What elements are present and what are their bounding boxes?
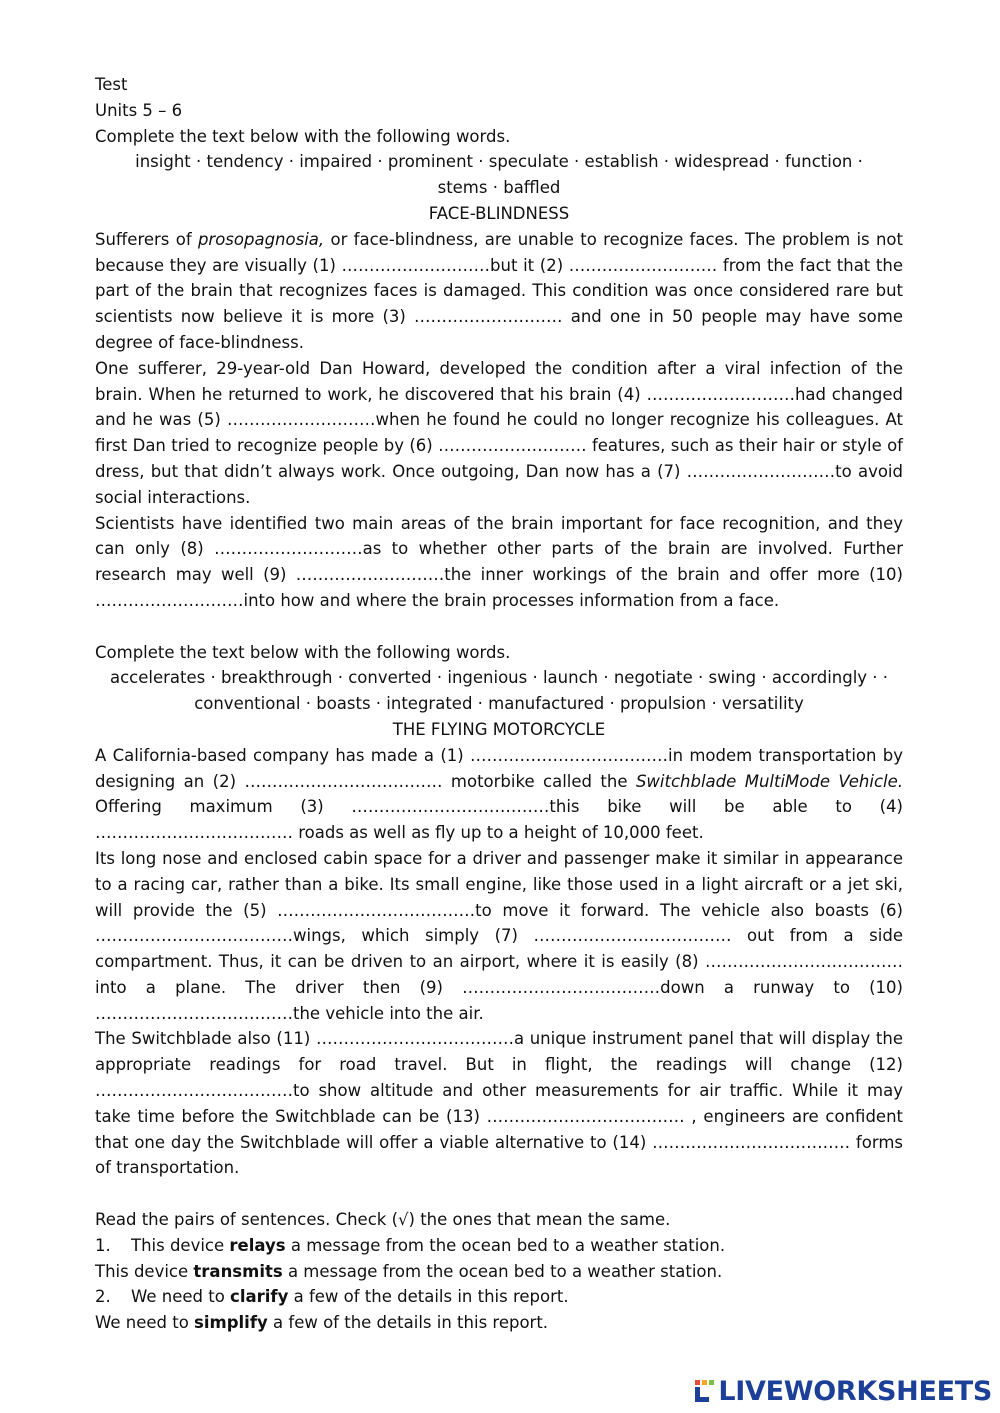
key-word: transmits bbox=[193, 1261, 283, 1281]
spacer bbox=[95, 1181, 903, 1207]
sentence-text: a few of the details in this report. bbox=[288, 1287, 569, 1307]
sentence-text: We need to bbox=[131, 1287, 231, 1307]
item-number: 1. bbox=[95, 1235, 111, 1255]
section2-p1-text-a: A California-based company has made a (1) ………………………………in modem transportation by designing an (2) ……………………………… motorbike called the bbox=[95, 745, 903, 791]
sentence-text: This device bbox=[95, 1261, 194, 1281]
liveworksheets-logo-text: LIVEWORKSHEETS bbox=[718, 1375, 992, 1407]
worksheet bbox=[95, 72, 903, 1336]
section2-word-bank-line2: conventional · boasts · integrated · manufactured · propulsion · versatility bbox=[194, 694, 804, 714]
sentence-text: We need to bbox=[95, 1313, 195, 1333]
section2-paragraph-1 bbox=[95, 743, 903, 846]
key-word: relays bbox=[229, 1235, 286, 1255]
sentence-item bbox=[95, 1284, 903, 1310]
key-word: simplify bbox=[194, 1313, 268, 1333]
section2-heading: THE FLYING MOTORCYCLE bbox=[392, 719, 606, 739]
test-title: Test bbox=[95, 75, 128, 94]
units-label: Units 5 – 6 bbox=[95, 100, 183, 120]
section2-instruction: Complete the text below with the following words. bbox=[95, 642, 511, 662]
sentence-text: a message from the ocean bed to a weather station. bbox=[282, 1261, 723, 1281]
section2-paragraph-3: The Switchblade also (11) ………………………………a unique instrument panel that will display the appropriate readings for road travel. But in flight, the readings will change (12) ………………………………to show altitude and other measurements for air traffic. While it may take time before the Switchblade can be (13) ……………………………… , engineers are confident that one day the Switchblade will offer a viable alternative to (14) ……………………………… forms of transportation. bbox=[95, 1029, 903, 1178]
item-number: 2. bbox=[95, 1287, 111, 1307]
section1-word-bank-line1: insight · tendency · impaired · prominent · speculate · establish · widespread · function · bbox=[135, 152, 863, 172]
sentence-pairs-list bbox=[95, 1233, 903, 1336]
section2-p1-text-b: Offering maximum (3) ………………………………this bike will be able to (4) ……………………………… roads as well as fly up to a height of 10,000 feet. bbox=[95, 797, 903, 843]
section1-paragraph-3: Scientists have identified two main areas of the brain important for face recognition, and they can only (8) ………………………as to whether other parts of the brain are involved. Further research may well (9) ………………………the inner workings of the brain and offer more (10) ………………………into how and where the brain processes information from a face. bbox=[95, 513, 903, 610]
sentence-text: This device bbox=[131, 1235, 230, 1255]
section1-p1-italic: prosopagnosia, bbox=[197, 229, 325, 249]
sentence-text: a few of the details in this report. bbox=[267, 1313, 549, 1333]
key-word: clarify bbox=[230, 1287, 289, 1307]
sentence-item bbox=[95, 1259, 903, 1285]
section2-p1-italic: Switchblade MultiMode Vehicle. bbox=[635, 771, 903, 791]
section1-heading: FACE-BLINDNESS bbox=[428, 203, 570, 223]
sentence-item bbox=[95, 1310, 903, 1336]
sentence-text: a message from the ocean bed to a weather station. bbox=[285, 1235, 726, 1255]
section1-p1-text-b: or face-blindness, are unable to recognize faces. The problem is not because they are visually (1) ………………………but it (2) ……………………… from the fact that the part of the brain that recognizes faces is damaged. This condition was once considered rare but scientists now believe it is more (3) ……………………… and one in 50 people may have some degree of face-blindness. bbox=[95, 229, 903, 352]
section1-word-bank-line2: stems · baffled bbox=[437, 178, 561, 198]
section2-word-bank-line1: accelerates · breakthrough · converted · ingenious · launch · negotiate · swing · accordingly · · bbox=[109, 668, 889, 688]
section1-p1-text-a: Sufferers of bbox=[95, 229, 198, 249]
section1-paragraph-2: One sufferer, 29-year-old Dan Howard, developed the condition after a viral infection of the brain. When he returned to work, he discovered that his brain (4) ………………………had changed and he was (5) ………………………when he found he could no longer recognize his colleagues. At first Dan tried to recognize people by (6) ……………………… features, such as their hair or style of dress, but that didn’t always work. Once outgoing, Dan now has a (7) ………………………to avoid social interactions. bbox=[95, 358, 903, 507]
sentence-item bbox=[95, 1233, 903, 1259]
section3-instruction: Read the pairs of sentences. Check (√) the ones that mean the same. bbox=[95, 1210, 671, 1230]
liveworksheets-logo bbox=[694, 1375, 992, 1407]
section2-paragraph-2: Its long nose and enclosed cabin space for a driver and passenger make it similar in appearance to a racing car, rather than a bike. Its small engine, like those used in a light aircraft or a jet ski, will provide the (5) ………………………………to move it forward. The vehicle also boasts (6) ………………………………wings, which simply (7) ……………………………… out from a side compartment. Thus, it can be driven to an airport, where it is easily (8) ………………………………into a plane. The driver then (9) ………………………………down a runway to (10) ………………………………the vehicle into the air. bbox=[95, 848, 903, 1023]
section1-instruction: Complete the text below with the following words. bbox=[95, 126, 511, 146]
liveworksheets-logo-icon bbox=[694, 1378, 716, 1404]
section1-paragraph-1 bbox=[95, 227, 903, 356]
spacer bbox=[95, 614, 903, 640]
